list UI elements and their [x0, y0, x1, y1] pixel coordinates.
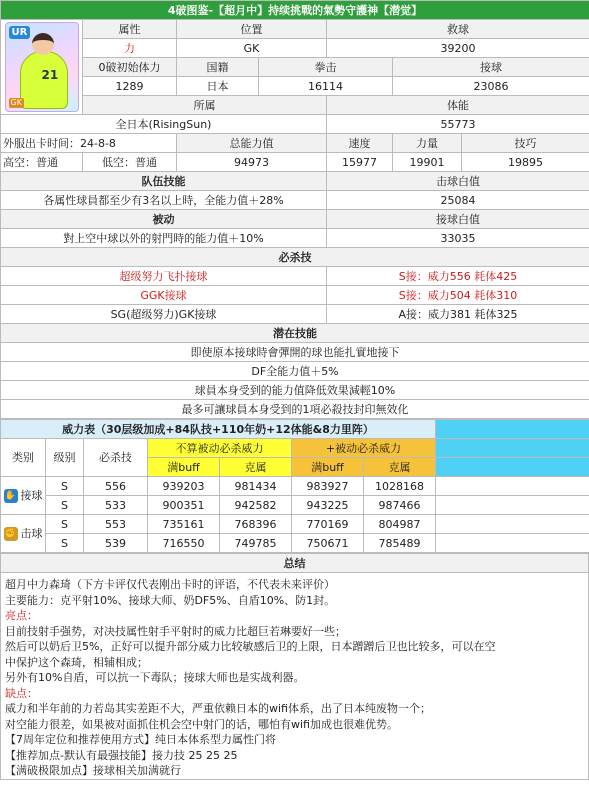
punch-white-value: 25084	[327, 191, 589, 210]
release-date: 外服出卡时间：24-8-8	[1, 134, 177, 153]
level-header: 级别	[46, 439, 84, 477]
high-ball: 高空：普通	[1, 153, 83, 172]
special-stat: A接：威力381 耗体325	[327, 305, 589, 324]
nation-header: 国籍	[177, 58, 259, 77]
special-stat: S接：威力504 耗体310	[327, 286, 589, 305]
technique-header: 技巧	[462, 134, 589, 153]
stamina-header: 体能	[327, 96, 589, 115]
stamina0-value: 1289	[83, 77, 177, 96]
speed-header: 速度	[327, 134, 393, 153]
pros-line: 然后可以奶后卫5%，正好可以提升部分威力比较敏感后卫的上限，日本蹭蹭后卫也比较多，可以在空	[5, 640, 496, 653]
team-skill-text: 各属性球員都至少有3名以上時，全能力值＋28%	[1, 191, 327, 210]
special-name: GGK接球	[1, 286, 327, 305]
total-header: 总能力值	[177, 134, 327, 153]
blank-cell	[436, 477, 589, 496]
power-table-blank	[436, 420, 589, 439]
save-header: 救球	[327, 20, 589, 39]
punch-type-label: 击球	[20, 527, 43, 540]
pos-value: GK	[177, 39, 327, 58]
catch-type-label: 接球	[20, 489, 43, 502]
player-card-image	[5, 22, 79, 112]
pos-header: 位置	[177, 20, 327, 39]
value-cell: 942582	[220, 496, 292, 515]
value-cell: 770169	[292, 515, 364, 534]
summary-table	[0, 553, 589, 780]
level-cell: S	[46, 496, 84, 515]
low-ball: 低空：普通	[83, 153, 177, 172]
value-cell: 716550	[148, 534, 220, 553]
stamina0-header: 0破初始体力	[83, 58, 177, 77]
team-skill-header: 队伍技能	[1, 172, 327, 191]
special-name: SG(超级努力)GK接球	[1, 305, 327, 324]
latent-skill: 最多可讓球員本身受到的1項必殺技封印無效化	[1, 400, 589, 419]
pros-line: 另外有10%自盾，可以抗一下毒队；接球大师也是实战利器。	[5, 671, 305, 684]
tip-line: 【7周年定位和推荐使用方式】纯日本体系型力属性门将	[5, 733, 276, 746]
player-head	[32, 33, 54, 55]
passive-header: 被动	[1, 210, 327, 229]
value-cell: 785489	[364, 534, 436, 553]
full-buff-header: 满buff	[148, 458, 220, 477]
passive-text: 對上空中球以外的射門時的能力值＋10%	[1, 229, 327, 248]
value-cell: 900351	[148, 496, 220, 515]
catch-type-icon: ✋	[4, 491, 17, 501]
cons-heading: 缺点：	[5, 686, 38, 700]
catch-header: 接球	[393, 58, 589, 77]
value-cell: 939203	[148, 477, 220, 496]
attr-value: 力	[83, 39, 177, 58]
latent-skill: DF全能力值＋5%	[1, 362, 589, 381]
nation-value: 日本	[177, 77, 259, 96]
tip-line: 【推荐加点-默认有最强技能】接力技 25 25 25	[5, 748, 238, 762]
full-buff-header: 满buff	[292, 458, 364, 477]
power-table-header: 威力表（30层级加成+84队技+110年奶+12体能&8力里阵）	[1, 420, 436, 439]
pros-line: 目前技射手强势，对决技属性射手平射时的威力比超巨若琳要好一些；	[5, 624, 346, 638]
value-cell: 768396	[220, 515, 292, 534]
page-title: 4破图鉴-【超月中】持续挑戰的氣勢守護神【潜觉】	[1, 1, 589, 20]
power-value: 19901	[393, 153, 462, 172]
position-badge: GK	[10, 98, 22, 107]
summary-main-abilities: 主要能力：克平射10%、接球大师、奶DF5%、自盾10%、防1封。	[5, 593, 336, 607]
summary-intro: 超月中力森琦（下方卡评仅代表刚出卡时的评语，不代表未来评价）	[5, 578, 335, 591]
pros-line: 中保护这个森琦，相辅相成；	[5, 655, 148, 669]
save-value: 39200	[327, 39, 589, 58]
blank-cell	[436, 458, 589, 477]
value-cell: 943225	[292, 496, 364, 515]
power-header: 力量	[393, 134, 462, 153]
attr-header: 属性	[83, 20, 177, 39]
summary-header: 总结	[1, 554, 589, 573]
skill-header: 必杀技	[84, 439, 148, 477]
skill-cell: 553	[84, 515, 148, 534]
latent-header: 潜在技能	[1, 324, 589, 343]
restrain-header: 克属	[364, 458, 436, 477]
stamina-value: 55773	[327, 115, 589, 134]
value-cell: 804987	[364, 515, 436, 534]
level-cell: S	[46, 477, 84, 496]
blank-cell	[436, 515, 589, 534]
punch-header: 拳击	[259, 58, 393, 77]
type-header: 类别	[1, 439, 46, 477]
skill-cell: 533	[84, 496, 148, 515]
speed-value: 15977	[327, 153, 393, 172]
no-passive-header: 不算被动必杀威力	[148, 439, 292, 458]
power-table	[0, 419, 589, 553]
level-cell: S	[46, 534, 84, 553]
punch-type	[1, 515, 46, 553]
special-stat: S接：威力556 耗体425	[327, 267, 589, 286]
summary-body	[1, 573, 589, 780]
technique-value: 19895	[462, 153, 589, 172]
special-header: 必杀技	[1, 248, 589, 267]
value-cell: 981434	[220, 477, 292, 496]
cons-line: 威力和半年前的力若岛其实差距不大，严重依赖日本的wifi体系，出了日本纯废物一个；	[5, 702, 431, 715]
catch-white-header: 接球白值	[327, 210, 589, 229]
skill-cell: 539	[84, 534, 148, 553]
catch-white-value: 33035	[327, 229, 589, 248]
value-cell: 750671	[292, 534, 364, 553]
jersey-number: 21	[41, 68, 59, 82]
value-cell: 1028168	[364, 477, 436, 496]
with-passive-header: +被动必杀威力	[292, 439, 436, 458]
punch-type-icon: ✊	[4, 529, 17, 539]
level-cell: S	[46, 515, 84, 534]
value-cell: 735161	[148, 515, 220, 534]
team-value: 全日本(RisingSun)	[1, 115, 327, 134]
pros-heading: 亮点：	[5, 609, 38, 622]
special-name: 超级努力飞扑接球	[1, 267, 327, 286]
team-header: 所属	[83, 96, 327, 115]
punch-value: 16114	[259, 77, 393, 96]
value-cell: 983927	[292, 477, 364, 496]
blank-cell	[436, 439, 589, 458]
total-value: 94973	[177, 153, 327, 172]
value-cell: 749785	[220, 534, 292, 553]
rarity-badge: UR	[9, 26, 31, 39]
blank-cell	[436, 496, 589, 515]
catch-value: 23086	[393, 77, 589, 96]
catch-type	[1, 477, 46, 515]
value-cell: 987466	[364, 496, 436, 515]
card-portrait	[1, 20, 83, 115]
blank-cell	[436, 534, 589, 553]
latent-skill: 球員本身受到的能力值降低效果減輕10%	[1, 381, 589, 400]
tip-line: 【满破极限加点】接球相关加满就行	[5, 764, 181, 777]
cons-line: 对空能力很差，如果被对面抓住机会空中射门的话，哪怕有wifi加成也很难优势。	[5, 717, 398, 731]
latent-skill: 即使原本接球時會彈開的球也能扎實地接下	[1, 343, 589, 362]
punch-white-header: 击球白值	[327, 172, 589, 191]
skill-cell: 556	[84, 477, 148, 496]
restrain-header: 克属	[220, 458, 292, 477]
